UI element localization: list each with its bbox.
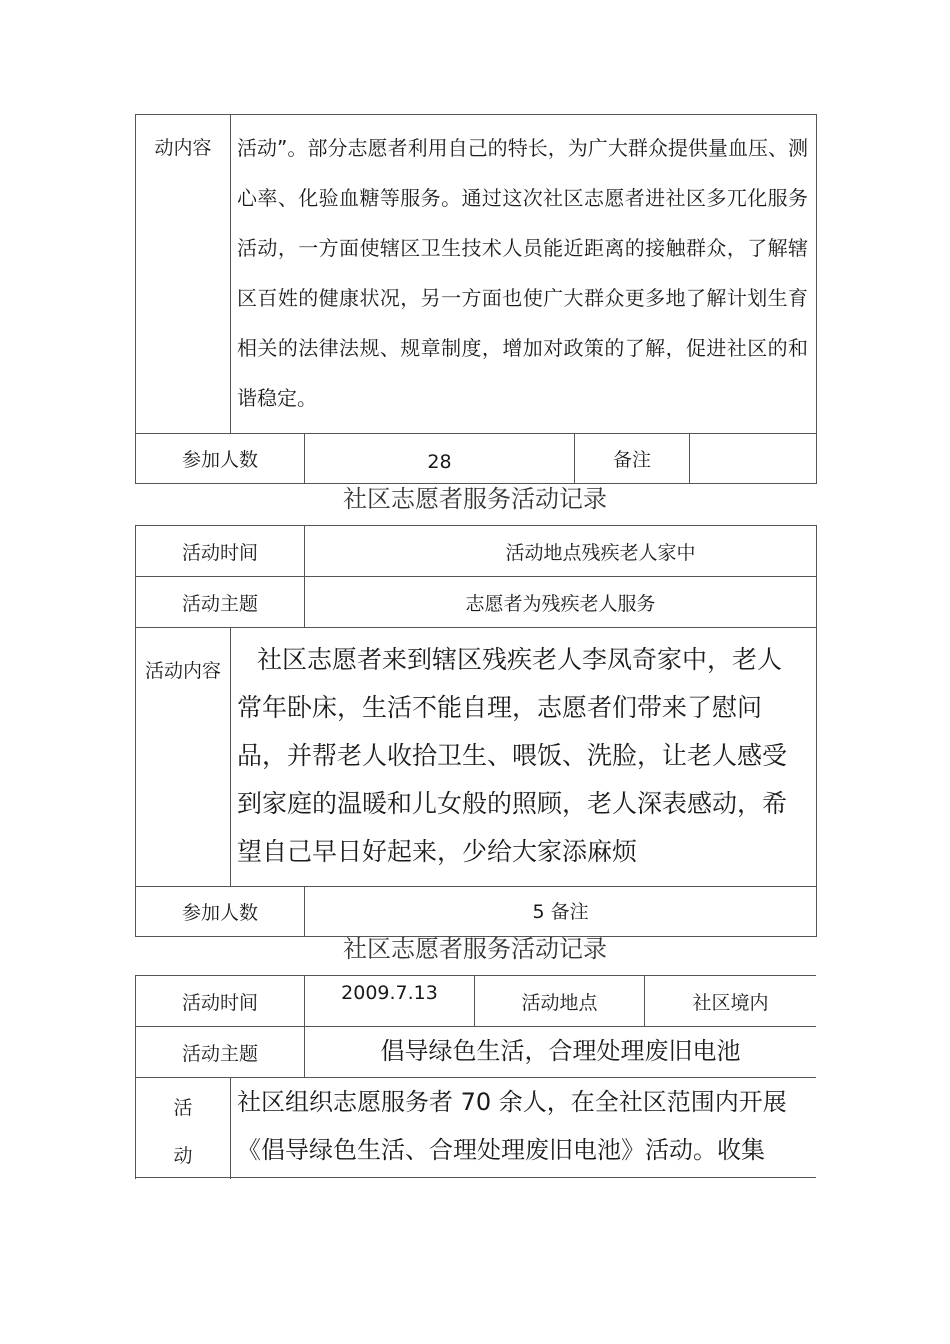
record3-heading: 社区志愿者服务活动记录: [343, 935, 607, 963]
record2-participants-remark: 5 备注: [305, 887, 817, 937]
record3-clip: [135, 975, 816, 1179]
record3-time-label: 活动时间: [136, 976, 305, 1027]
record3-location-label: 活动地点: [475, 976, 645, 1027]
record2-participants-label: 参加人数: [136, 887, 305, 937]
record2-time-location-text: 活动地点残疾老人家中: [305, 526, 817, 577]
record3-content-label-2: 动: [173, 1145, 193, 1167]
record1-content-text: 活动”。部分志愿者利用自己的特长，为广大群众提供量血压、测心率、化验血糖等服务。通过这次社区志愿者进社区多兀化服务活动，一方面使辖区卫生技术人员能近距离的接触群众，了解辖区百姓的健康状况，另一方面也使广大群众更多地了解计划生育相关的法律法规、规章制度，增加对政策的了解，促进社区的和谐稳定。: [231, 115, 817, 434]
record1-participants-value: 28: [305, 434, 575, 484]
record1-table: [135, 114, 817, 484]
record1-remark-label: 备注: [575, 434, 690, 484]
record2-table: [135, 525, 817, 937]
record1-content-label: 动内容: [136, 115, 231, 434]
record3-theme-label: 活动主题: [136, 1027, 305, 1078]
record2-content-label: 活动内容: [136, 628, 231, 887]
record3-content-label-1: 活: [173, 1097, 193, 1119]
record3-content-label: [136, 1078, 231, 1180]
record3-time-value: 2009.7.13: [305, 976, 475, 1027]
record2-theme-label: 活动主题: [136, 577, 305, 628]
record3-content-text: 社区组织志愿服务者 70 余人，在全社区范围内开展《倡导绿色生活、合理处理废旧电池》活动。收集: [231, 1078, 817, 1180]
record3-bottom-border: [135, 1177, 816, 1178]
record2-theme-value: 志愿者为残疾老人服务: [305, 577, 817, 628]
record2-content-text: 社区志愿者来到辖区残疾老人李凤奇家中，老人常年卧床，生活不能自理，志愿者们带来了慰问品，并帮老人收拾卫生、喂饭、洗脸，让老人感受到家庭的温暖和儿女般的照顾，老人深表感动，希望自己早日好起来，少给大家添麻烦: [231, 628, 817, 887]
record1-participants-label: 参加人数: [136, 434, 305, 484]
record2-heading: 社区志愿者服务活动记录: [343, 485, 607, 513]
record3-location-value: 社区境内: [645, 976, 816, 1027]
record1-remark-value: [690, 434, 817, 484]
record2-time-label: 活动时间: [136, 526, 305, 577]
record3-theme-value: 倡导绿色生活，合理处理废旧电池: [305, 1027, 816, 1078]
record3-table: [135, 975, 816, 1179]
